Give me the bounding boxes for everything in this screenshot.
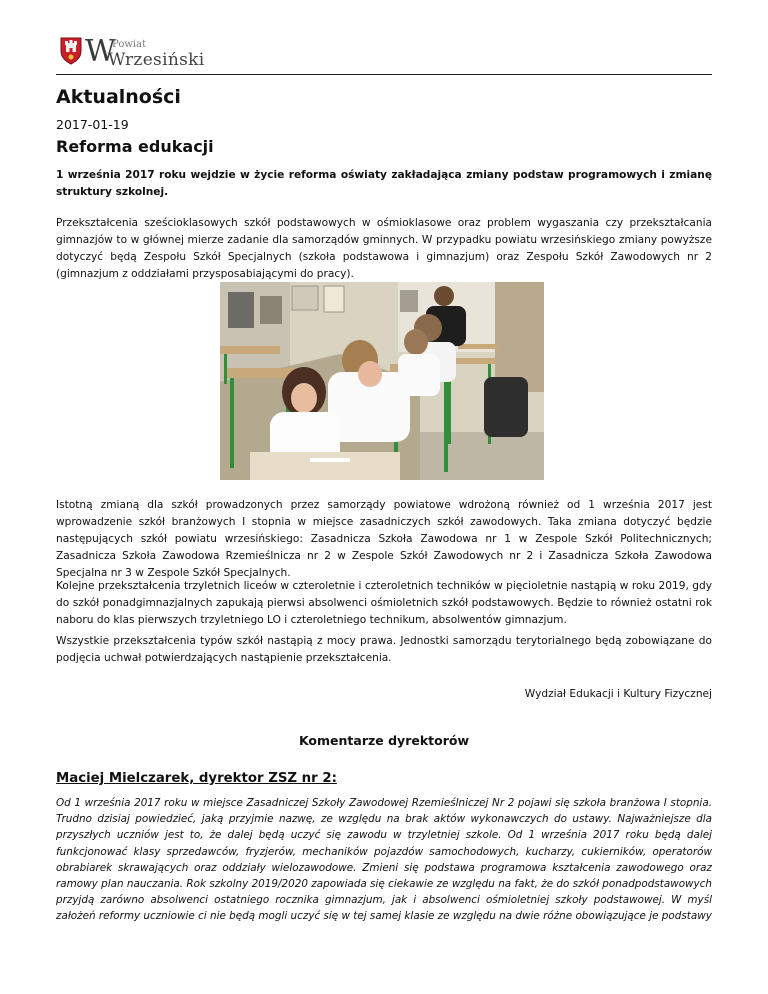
powiat-logo[interactable] [60,34,220,70]
section-title: Aktualności [56,86,181,108]
article-paragraph-4: Wszystkie przekształcenia typów szkół nastąpią z mocy prawa. Jednostki samorządu terytorialnego będą zobowiązane do podjęcia uchwał potwierdzających nastąpienie przekształcenia. [56,635,712,664]
logo-monogram: W [85,34,116,69]
page-header [56,34,712,75]
article-paragraph-2: Istotną zmianą dla szkół prowadzonych przez samorządy powiatowe wdrożoną również od 1 września 2017 jest wprowadzenie szkół branżowych I stopnia w miejsce zasadniczych szkół zawodowych. Taka zmiana dotyczyć będzie następujących szkół powiatu wrzesińskiego: Zasadnicza Szkoła Zawodowa nr 1 w Zespole Szkół Politechnicznych; Zasadnicza Szkoła Zawodowa Rzemieślnicza nr 2 w Zespole Szkół Zawodowych nr 2 i Zasadnicza Szkoła Zawodowa Specjalna nr 3 w Zespole Szkół Specjalnych. [56,499,712,579]
classroom-exam-photo [220,282,544,480]
classroom-photo-illustration [220,282,544,480]
director-comment: Od 1 września 2017 roku w miejsce Zasadniczej Szkoły Zawodowej Rzemieślniczej Nr 2 pojawi się szkoła branżowa I stopnia. Trudno dzisiaj powiedzieć, jaką przyjmie nazwę, ze względu na brak aktów wykonawczych do ustawy. Najważniejsze dla przyszłych uczniów jest to, że dalej będą uczyć się zawodu w trzyletniej szkole. Od 1 września 2017 roku będą dalej funkcjonować klasy sprzedawców, fryzjerów, mechaników pojazdów samochodowych, kucharzy, cukierników, operatorów obrabiarek skrawających oraz oddziały wielozawodowe. Zmieni się podstawa programowa kształcenia zawodowego oraz ramowy plan nauczania. Rok szkolny 2019/2020 zapowiada się ciekawie ze względu na fakt, że do szkół ponadpodstawowych przyjdą zarówno absolwenci ostatniego rocznika gimnazjum, jak i absolwenci ośmioletniej szkoły podstawowej. W myśl założeń reformy uczniowie ci nie będą mogli uczyć się w tej samej klasie ze względu na dwie różne obowiązujące je podstawy [56,797,712,923]
article-lead: 1 września 2017 roku wejdzie w życie reforma oświaty zakładająca zmiany podstaw programowych i zmianę struktury szkolnej. [56,169,712,198]
logo-small-text: Powiat [112,39,147,50]
logo-big-text: Wrzesiński [108,50,205,70]
article-date: 2017-01-19 [56,117,129,132]
coat-of-arms-icon [60,37,82,65]
director-name: Maciej Mielczarek, dyrektor ZSZ nr 2: [56,771,337,786]
article-paragraph-1: Przekształcenia sześcioklasowych szkół podstawowych w ośmioklasowe oraz problem wygaszania czy przekształcania gimnazjów to w głównej mierze zadanie dla samorządów gminnych. W przypadku powiatu wrzesińskiego zmiany powyższe dotyczyć będą Zespołu Szkół Specjalnych (szkoła podstawowa i gimnazjum) oraz Zespołu Szkół Zawodowych nr 2 (gimnazjum z oddziałami przysposabiającymi do pracy). [56,217,712,280]
article-paragraph-3: Kolejne przekształcenia trzyletnich liceów w czteroletnie i czteroletnich techników w pięcioletnie nastąpią w roku 2019, gdy do szkół ponadgimnazjalnych zapukają pierwsi absolwenci ośmioletnich szkół podstawowych. Będzie to również ostatni rok naboru do klas pierwszych trzyletniego LO i czteroletniego technikum, absolwentów gimnazjum. [56,580,712,626]
article-signature: Wydział Edukacji i Kultury Fizycznej [524,688,712,700]
article-title: Reforma edukacji [56,137,214,156]
comments-heading: Komentarze dyrektorów [298,733,470,748]
